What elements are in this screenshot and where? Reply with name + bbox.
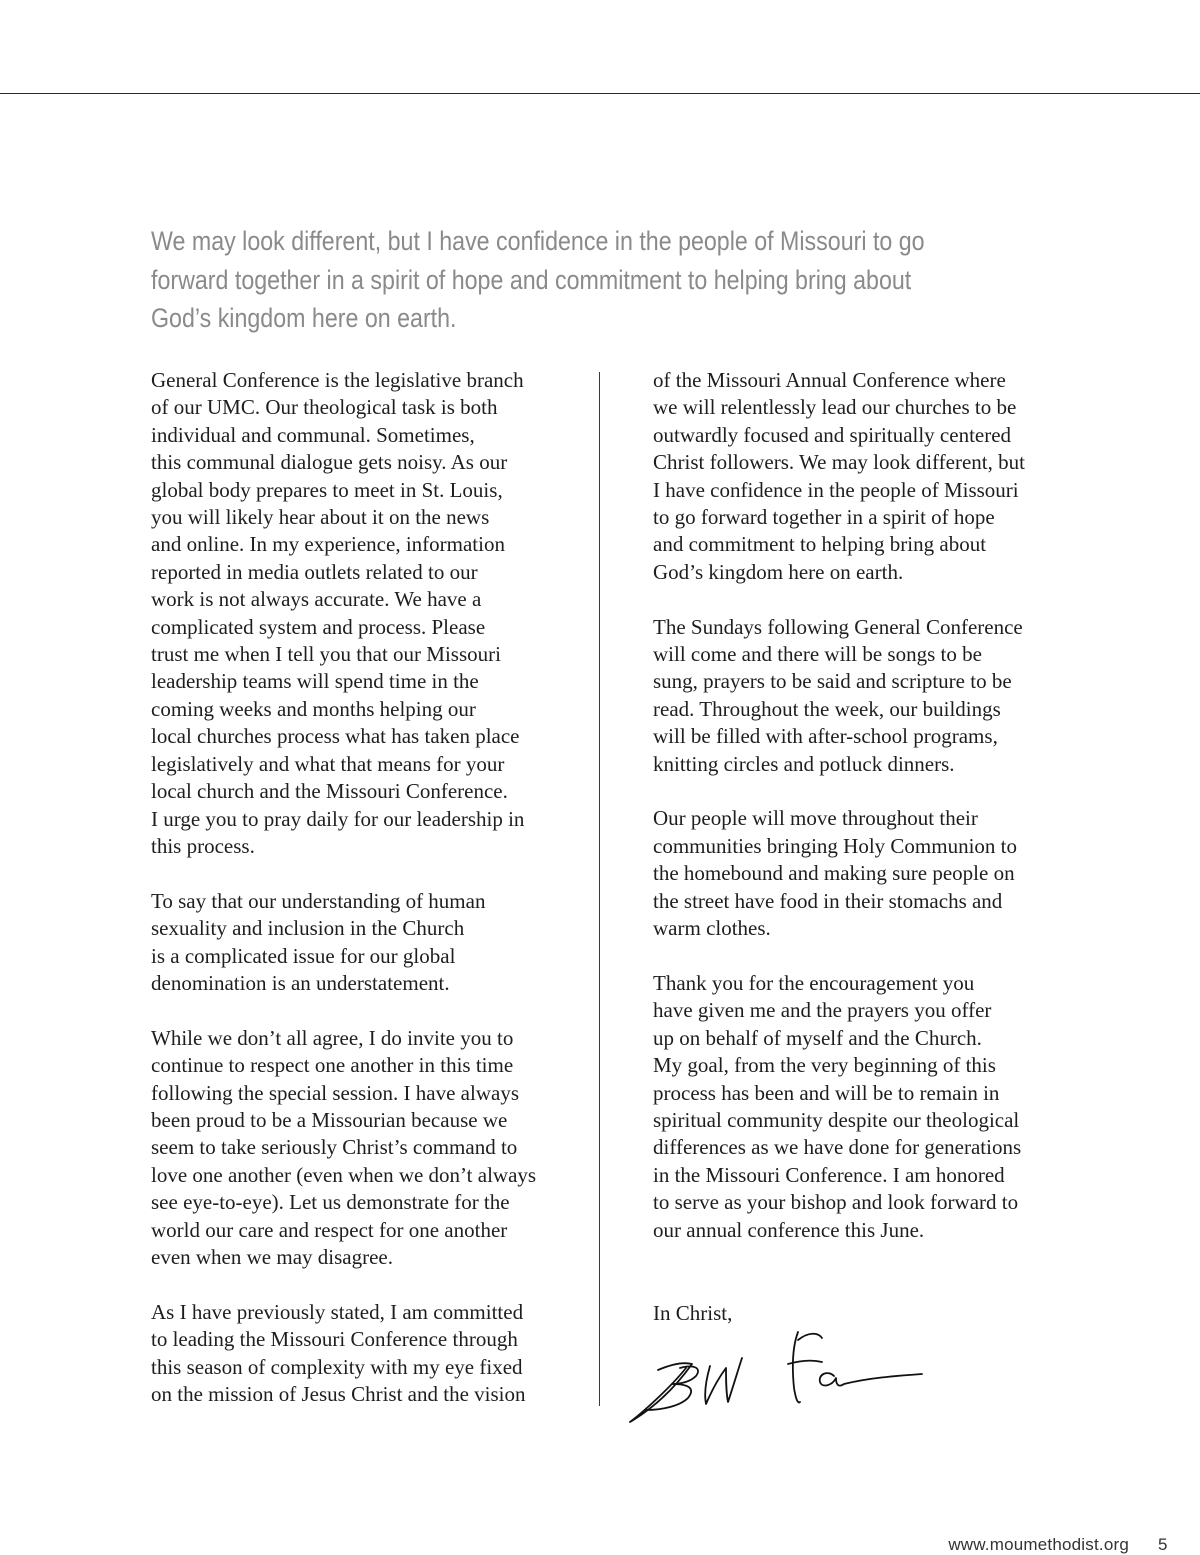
text-line: To say that our understanding of human [151,888,486,913]
body-paragraph [151,1299,571,1409]
text-line: legislatively and what that means for your [151,751,505,776]
text-line: this communal dialogue gets noisy. As our [151,450,508,475]
body-paragraph [151,1025,571,1272]
text-line: General Conference is the legislative branch [151,368,524,392]
text-line: I have confidence in the people of Missouri [653,477,1019,502]
text-line: I urge you to pray daily for our leadership in [151,806,525,831]
text-line: work is not always accurate. We have a [151,587,482,612]
text-line: following the special session. I have always [151,1080,519,1105]
text-line: our annual conference this June. [653,1217,925,1242]
text-line: Our people will move throughout their [653,806,978,831]
text-line: will come and there will be songs to be [653,642,982,667]
pull-quote [151,222,1011,338]
text-line: read. Throughout the week, our buildings [653,696,1001,721]
text-line: we will relentlessly lead our churches to be [653,395,1017,420]
pull-quote-line: God’s kingdom here on earth. [151,303,457,333]
text-line: is a complicated issue for our global [151,943,456,968]
text-line: differences as we have done for generations [653,1135,1022,1160]
text-line: knitting circles and potluck dinners. [653,751,955,776]
text-line: even when we may disagree. [151,1244,393,1269]
text-line: love one another (even when we don’t always [151,1162,537,1187]
text-line: of our UMC. Our theological task is both [151,395,498,420]
text-line: been proud to be a Missourian because we [151,1107,508,1132]
left-column [151,367,571,1436]
text-line: The Sundays following General Conference [653,614,1023,639]
body-paragraph [653,367,1073,586]
text-line: spiritual community despite our theological [653,1107,1020,1132]
text-line: the homebound and making sure people on [653,861,1015,886]
text-line: to serve as your bishop and look forward to [653,1190,1019,1215]
body-paragraph [653,805,1073,942]
text-line: Thank you for the encouragement you [653,970,975,995]
body-paragraph [151,888,571,998]
column-divider [599,372,600,1406]
text-line: global body prepares to meet in St. Louis, [151,477,503,502]
text-line: God’s kingdom here on earth. [653,559,904,584]
text-line: seem to take seriously Christ’s command to [151,1135,518,1160]
text-line: you will likely hear about it on the news [151,505,490,530]
text-line: this season of complexity with my eye fixed [151,1354,523,1379]
text-line: and commitment to helping bring about [653,532,987,557]
text-line: outwardly focused and spiritually centered [653,422,1012,447]
text-line: denomination is an understatement. [151,970,450,995]
text-line: individual and communal. Sometimes, [151,422,475,447]
footer-url: www.moumethodist.org [948,1535,1129,1554]
closing-salutation: In Christ, [653,1301,733,1325]
body-paragraph [151,367,571,860]
pull-quote-line: forward together in a spirit of hope and commitment to helping bring about [151,264,912,295]
text-line: sung, prayers to be said and scripture to be [653,669,1012,694]
page-number: 5 [1158,1535,1168,1554]
text-line: local church and the Missouri Conference. [151,779,508,804]
text-line: While we don’t all agree, I do invite you to [151,1025,514,1050]
text-line: in the Missouri Conference. I am honored [653,1162,1005,1187]
text-line: sexuality and inclusion in the Church [151,916,465,941]
text-line: and online. In my experience, information [151,532,505,557]
text-line: to go forward together in a spirit of hope [653,505,995,530]
signature-image [622,1318,927,1430]
text-line: warm clothes. [653,916,771,941]
text-line: process has been and will be to remain in [653,1080,1000,1105]
text-line: complicated system and process. Please [151,614,486,639]
text-line: local churches process what has taken place [151,724,520,749]
text-line: leadership teams will spend time in the [151,669,479,694]
pull-quote-line: We may look different, but I have confidence in the people of Missouri to go [151,226,925,256]
text-line: this process. [151,833,255,858]
text-line: have given me and the prayers you offer [653,998,992,1023]
body-paragraph [653,614,1073,778]
body-paragraph [653,970,1073,1244]
text-line: Christ followers. We may look different, but [653,450,1025,475]
text-line: world our care and respect for one another [151,1217,508,1242]
text-line: continue to respect one another in this time [151,1053,514,1078]
text-line: As I have previously stated, I am committed [151,1299,524,1324]
right-column [653,367,1073,1271]
text-line: trust me when I tell you that our Missouri [151,642,501,667]
text-line: the street have food in their stomachs and [653,888,1003,913]
text-line: reported in media outlets related to our [151,559,478,584]
text-line: on the mission of Jesus Christ and the vision [151,1381,526,1406]
text-line: see eye-to-eye). Let us demonstrate for the [151,1190,510,1215]
text-line: of the Missouri Annual Conference where [653,368,1006,392]
header-rule [0,93,1200,94]
text-line: communities bringing Holy Communion to [653,833,1017,858]
text-line: My goal, from the very beginning of this [653,1053,996,1078]
text-line: coming weeks and months helping our [151,696,476,721]
text-line: to leading the Missouri Conference through [151,1327,518,1352]
text-line: will be filled with after-school programs, [653,724,998,749]
text-line: up on behalf of myself and the Church. [653,1025,982,1050]
